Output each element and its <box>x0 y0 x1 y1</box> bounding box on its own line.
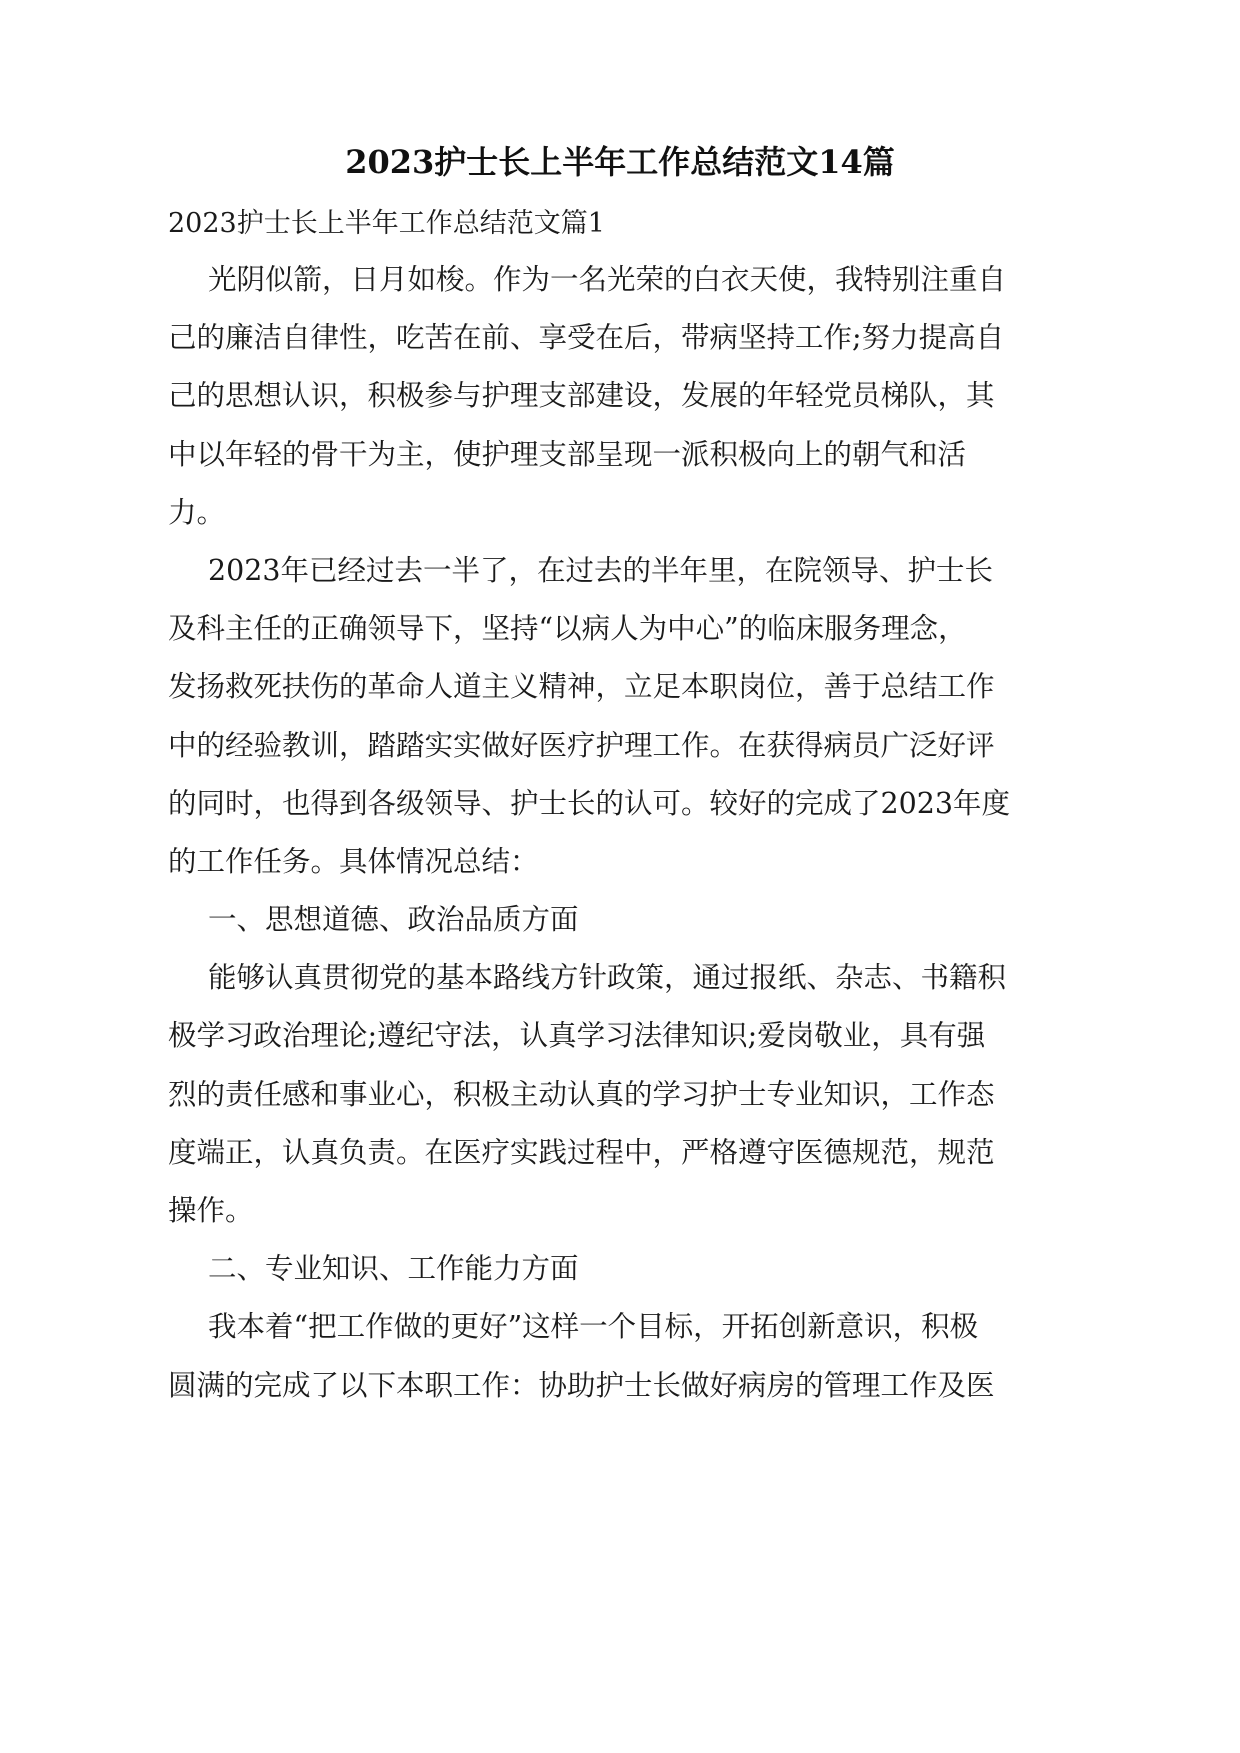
text-line: 己的廉洁自律性，吃苦在前、享受在后，带病坚持工作;努力提高自 <box>168 321 1005 355</box>
document-body <box>168 260 1011 1424</box>
text-line: 二、专业知识、工作能力方面 <box>208 1252 579 1286</box>
text-line: 能够认真贯彻党的基本路线方针政策，通过报纸、杂志、书籍积 <box>208 961 1007 995</box>
text-line: 圆满的完成了以下本职工作：协助护士长做好病房的管理工作及医 <box>168 1368 995 1402</box>
text-line: 极学习政治理论;遵纪守法，认真学习法律知识;爱岗敬业，具有强 <box>168 1019 986 1053</box>
text-line: 的工作任务。具体情况总结： <box>168 844 539 878</box>
text-line: 及科主任的正确领导下，坚持“以病人为中心”的临床服务理念， <box>168 612 967 646</box>
document-title: 2023护士长上半年工作总结范文14篇 <box>345 143 895 181</box>
text-line: 的同时，也得到各级领导、护士长的认可。较好的完成了2023年度 <box>168 786 1011 820</box>
text-line: 2023年已经过去一半了，在过去的半年里，在院领导、护士长 <box>208 553 994 587</box>
text-line: 我本着“把工作做的更好”这样一个目标，开拓创新意识，积极 <box>208 1310 979 1344</box>
text-line: 烈的责任感和事业心，积极主动认真的学习护士专业知识，工作态 <box>168 1077 995 1111</box>
text-line: 中以年轻的骨干为主，使护理支部呈现一派积极向上的朝气和活 <box>168 437 967 471</box>
section-heading: 2023护士长上半年工作总结范文篇1 <box>168 208 605 239</box>
text-line: 一、思想道德、政治品质方面 <box>208 903 579 937</box>
text-line: 发扬救死扶伤的革命人道主义精神，立足本职岗位，善于总结工作 <box>168 670 995 704</box>
text-line: 度端正，认真负责。在医疗实践过程中，严格遵守医德规范，规范 <box>168 1135 995 1169</box>
text-line: 光阴似箭，日月如梭。作为一名光荣的白衣天使，我特别注重自 <box>208 263 1007 296</box>
text-line: 己的思想认识，积极参与护理支部建设，发展的年轻党员梯队，其 <box>168 379 995 413</box>
text-line: 操作。 <box>168 1194 254 1227</box>
text-line: 中的经验教训，踏踏实实做好医疗护理工作。在获得病员广泛好评 <box>168 728 995 762</box>
text-line: 力。 <box>168 495 226 529</box>
